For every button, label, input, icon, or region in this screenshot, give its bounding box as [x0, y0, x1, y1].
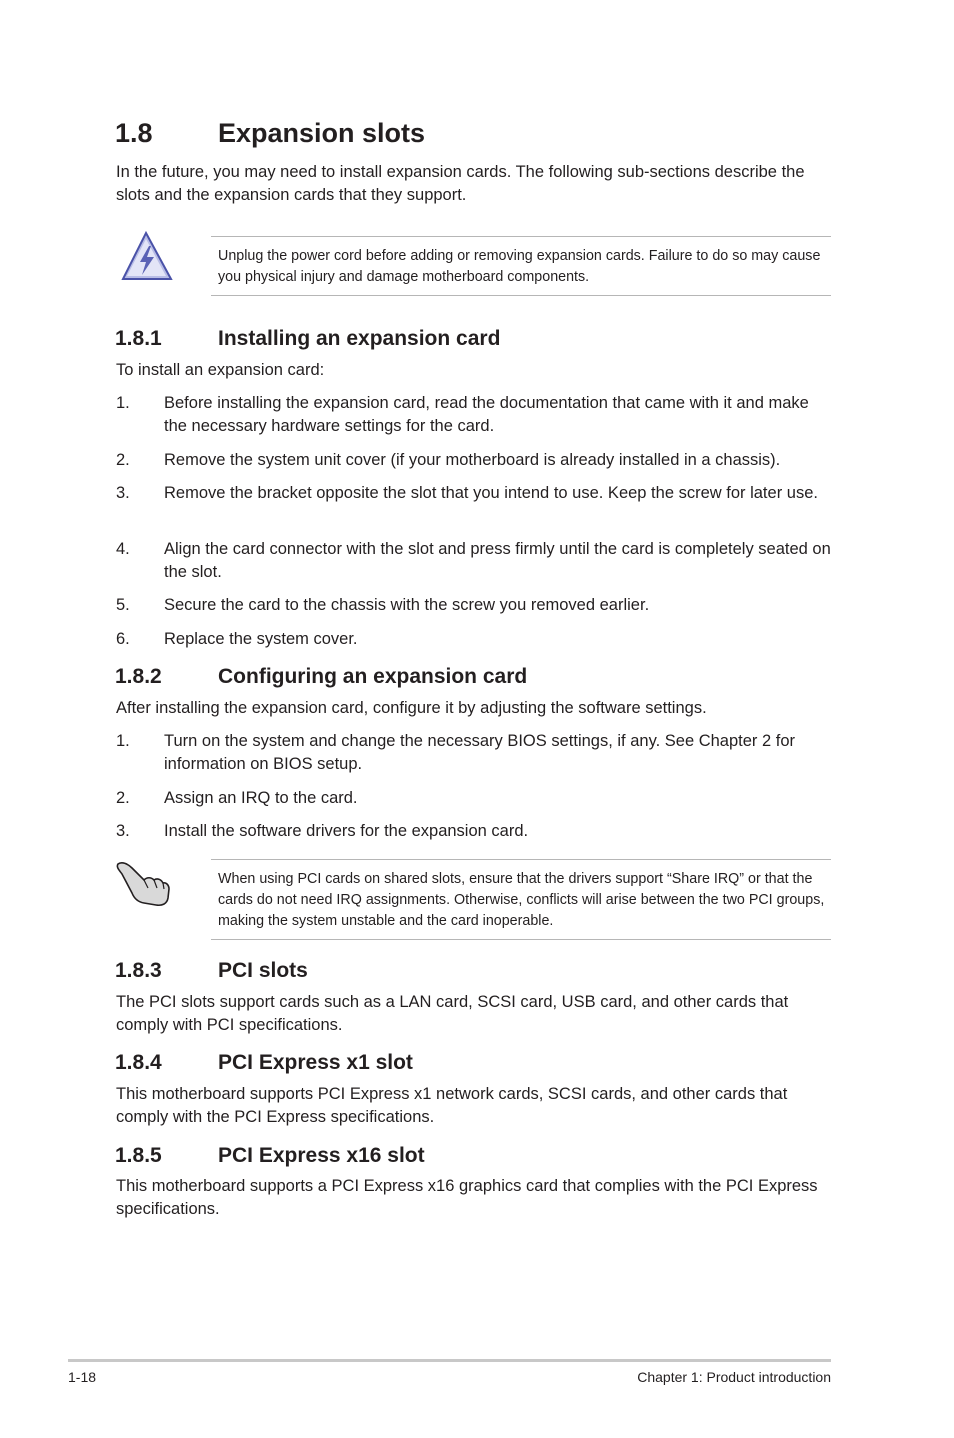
- note-text: When using PCI cards on shared slots, ensure that the drivers support “Share IRQ” or that the cards do not need IRQ assignments. Otherwise, conflicts will arise between the two PCI groups, making the system unstable and the card inoperable.: [218, 871, 825, 929]
- pointing-hand-icon: [114, 858, 174, 908]
- list-number: 2.: [116, 451, 130, 469]
- list-number: 1.: [116, 394, 130, 412]
- list-text: Secure the card to the chassis with the screw you removed earlier.: [164, 596, 650, 614]
- footer-page-number: 1-18: [68, 1369, 97, 1385]
- list-number: 5.: [116, 596, 130, 614]
- list-number: 3.: [116, 822, 130, 840]
- subsection-number-2: 1.8.2: [115, 665, 162, 688]
- list-text: Turn on the system and change the necessary BIOS settings, if any. See Chapter 2 for information on BIOS setup.: [164, 732, 796, 773]
- note-top-rule: [211, 859, 831, 860]
- subsection-number-4: 1.8.4: [115, 1051, 162, 1074]
- subsection-title-4: PCI Express x1 slot: [218, 1051, 413, 1074]
- warning-bottom-rule: [211, 295, 831, 296]
- subsection-number-1: 1.8.1: [115, 327, 162, 350]
- subsection-title-1: Installing an expansion card: [218, 327, 501, 350]
- subsection-title-3: PCI slots: [218, 959, 308, 982]
- list-number: 1.: [116, 732, 130, 750]
- note-bottom-rule: [211, 939, 831, 940]
- subsection-title-5: PCI Express x16 slot: [218, 1144, 425, 1167]
- warning-top-rule: [211, 236, 831, 237]
- subsection-paragraph-5: This motherboard supports a PCI Express x16 graphics card that complies with the PCI Express specifications.: [116, 1177, 818, 1218]
- warning-text: Unplug the power cord before adding or removing expansion cards. Failure to do so may cause you physical injury and damage motherboard components.: [218, 248, 821, 285]
- list-number: 6.: [116, 630, 130, 648]
- footer-chapter: Chapter 1: Product introduction: [637, 1369, 831, 1385]
- list-text: Assign an IRQ to the card.: [164, 789, 358, 807]
- list-text: Install the software drivers for the expansion card.: [164, 822, 529, 840]
- list-text: Before installing the expansion card, read the documentation that came with it and make the necessary hardware settings for the card.: [164, 394, 809, 435]
- subsection-lead-2: After installing the expansion card, configure it by adjusting the software settings.: [116, 699, 707, 717]
- subsection-paragraph-3: The PCI slots support cards such as a LAN card, SCSI card, USB card, and other cards that comply with PCI specifications.: [116, 993, 789, 1034]
- list-text: Remove the system unit cover (if your motherboard is already installed in a chassis).: [164, 451, 781, 469]
- subsection-title-2: Configuring an expansion card: [218, 665, 528, 688]
- page-title: Expansion slots: [218, 118, 426, 148]
- list-text: Remove the bracket opposite the slot that you intend to use. Keep the screw for later use.: [164, 484, 818, 502]
- subsection-lead-1: To install an expansion card:: [116, 361, 325, 379]
- footer-rule: [68, 1359, 831, 1362]
- list-text: Replace the system cover.: [164, 630, 358, 648]
- list-number: 4.: [116, 540, 130, 558]
- warning-icon: [120, 230, 174, 282]
- intro-paragraph: In the future, you may need to install expansion cards. The following sub-sections describe the slots and the expansion cards that they support.: [116, 163, 805, 204]
- section-number: 1.8: [115, 118, 153, 148]
- subsection-number-3: 1.8.3: [115, 959, 162, 982]
- list-text: Align the card connector with the slot and press firmly until the card is completely seated on the slot.: [164, 540, 831, 581]
- subsection-paragraph-4: This motherboard supports PCI Express x1 network cards, SCSI cards, and other cards that comply with the PCI Express specifications.: [116, 1085, 788, 1126]
- list-number: 2.: [116, 789, 130, 807]
- subsection-number-5: 1.8.5: [115, 1144, 162, 1167]
- list-number: 3.: [116, 484, 130, 502]
